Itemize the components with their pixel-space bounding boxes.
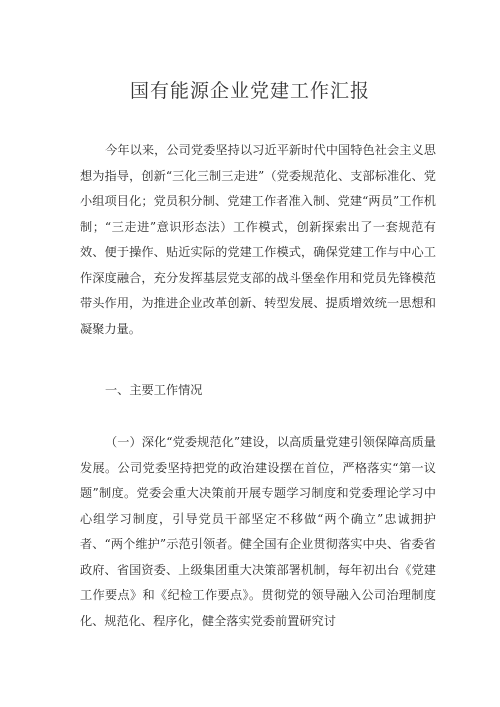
section-1-paragraph — [80, 430, 436, 634]
intro-paragraph — [80, 138, 436, 342]
intro-text: 今年以来，公司党委坚持以习近平新时代中国特色社会主义思想为指导，创新“三化三制三走进”（党委规范化、支部标准化、党小组项目化；党员积分制、党建工作者准入制、党建“两员”工作机制；“三走进”意识形态法）工作模式，创新探索出了一套规范有效、便于操作、贴近实际的党建工作模式，确保党建工作与中心工作深度融合，充分发挥基层党支部的战斗堡垒作用和党员先锋模范带头作用，为推进企业改革创新、转型发展、提质增效统一思想和凝聚力量。 — [80, 143, 436, 336]
document-title: 国有能源企业党建工作汇报 — [129, 80, 370, 102]
section-heading: 一、主要工作情况 — [105, 383, 203, 397]
section-1-text: （一）深化“党委规范化”建设，以高质量党建引领保障高质量发展。公司党委坚持把党的政治建设摆在首位，严格落实“第一议题”制度。党委会重大决策前开展专题学习制度和党委理论学习中心组学习制度，引导党员干部坚定不移做“两个确立”忠诚拥护者、“两个维护”示范引领者。健全国有企业贯彻落实中央、省委省政府、省国资委、上级集团重大决策部署机制，每年初出台《党建工作要点》和《纪检工作要点》。贯彻党的领导融入公司治理制度化、规范化、程序化，健全落实党委前置研究讨 — [80, 435, 436, 628]
